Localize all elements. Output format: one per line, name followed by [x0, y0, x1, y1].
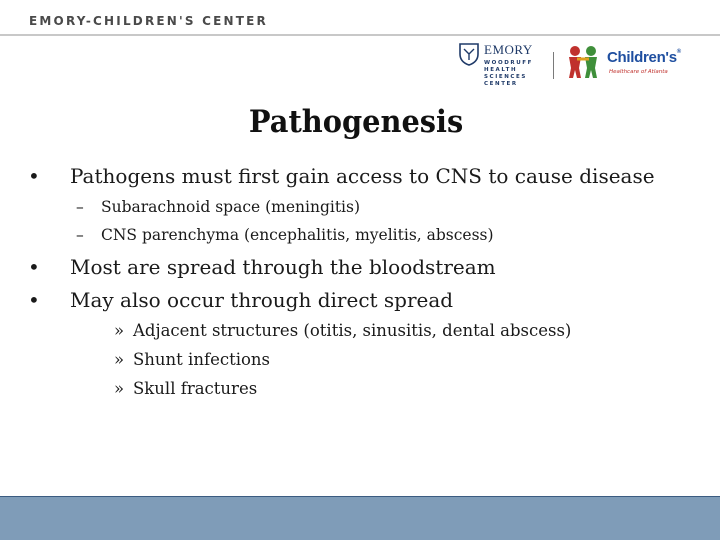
children-figures-icon: [564, 44, 606, 80]
bullet-text: Most are spread through the bloodstream: [70, 255, 496, 279]
bullet-marker: –: [76, 198, 84, 216]
bullet-text: Adjacent structures (otitis, sinusitis, dental abscess): [133, 321, 572, 340]
childrens-logo: [564, 44, 690, 82]
emory-name: EMORY: [484, 42, 533, 57]
bullet-marker: »: [114, 350, 125, 369]
emory-subtitle-line: WOODRUFF: [484, 60, 533, 66]
emory-subtitle-line: SCIENCES: [484, 74, 527, 80]
bullet-text: Pathogens must first gain access to CNS to cause disease: [70, 164, 655, 188]
childrens-name: [607, 49, 681, 66]
childrens-name-text: Children's: [607, 49, 677, 66]
bullet-marker: »: [114, 379, 125, 398]
header-divider: [0, 34, 720, 36]
bullet-text: Subarachnoid space (meningitis): [101, 198, 361, 216]
emory-subtitle-line: HEALTH: [484, 67, 518, 73]
emory-shield-icon: [458, 42, 480, 66]
bullet-text: Skull fractures: [133, 379, 258, 398]
bullet-text: May also occur through direct spread: [70, 288, 454, 312]
emory-logo: [458, 42, 548, 92]
bullet-text: Shunt infections: [133, 350, 271, 369]
childrens-tagline: Healthcare of Atlanta: [609, 69, 668, 75]
bullet-marker: •: [28, 255, 40, 279]
bullet-marker: »: [114, 321, 125, 340]
footer-band: [0, 497, 720, 540]
emory-subtitle-line: CENTER: [484, 81, 518, 87]
emory-subtitle: [484, 60, 539, 88]
bullet-marker: •: [28, 288, 40, 312]
bullet-marker: •: [28, 164, 40, 188]
logo-divider: [553, 52, 554, 79]
bullet-text: CNS parenchyma (encephalitis, myelitis, abscess): [101, 226, 494, 244]
bullet-marker: –: [76, 226, 84, 244]
slide-title: Pathogenesis: [248, 104, 464, 140]
registered-mark: ®: [676, 49, 681, 55]
header-org-name: EMORY-CHILDREN'S CENTER: [29, 14, 268, 28]
